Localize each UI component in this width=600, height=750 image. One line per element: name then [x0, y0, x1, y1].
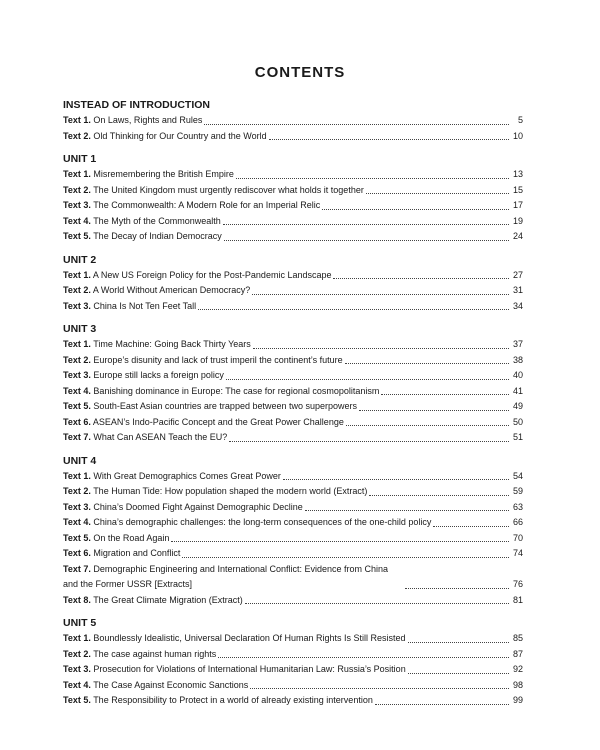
entry-page-number: 27: [512, 269, 523, 280]
entry-number: Text 8.: [63, 594, 91, 605]
dot-leader: [226, 378, 509, 380]
entry-number: Text 7.: [63, 432, 91, 442]
toc-entry[interactable]: [63, 337, 523, 353]
dot-leader: [204, 123, 509, 125]
dot-leader: [198, 308, 509, 310]
entry-page-number: 98: [512, 679, 523, 690]
entry-label: [63, 167, 234, 183]
entry-title: ASEAN’s Indo-Pacific Concept and the Great Power Challenge: [92, 416, 344, 427]
entry-number: Text 3.: [63, 501, 91, 512]
toc-entry[interactable]: [63, 693, 523, 709]
toc-entry[interactable]: [63, 631, 523, 647]
entry-number: Text 2.: [63, 354, 91, 365]
dot-leader: [224, 239, 509, 241]
entry-number: Text 2.: [63, 130, 91, 141]
dot-leader: [253, 347, 509, 349]
entry-title: The Commonwealth: A Modern Role for an Imperial Relic: [93, 200, 321, 210]
entry-number: Text 5.: [63, 401, 91, 411]
entry-title: Europe still lacks a foreign policy: [93, 370, 224, 380]
entry-title: Boundlessly Idealistic, Universal Declaration Of Human Rights Is Still Resisted: [93, 633, 406, 643]
entry-number: Text 1.: [63, 269, 91, 280]
entry-label: [63, 214, 221, 230]
section-heading: UNIT 2: [63, 253, 97, 266]
entry-number: Text 3.: [63, 200, 91, 210]
toc-entry[interactable]: [63, 430, 523, 446]
entry-label: [63, 268, 331, 284]
toc-entry[interactable]: [63, 515, 523, 531]
entry-label: [63, 353, 343, 369]
entry-title: A New US Foreign Policy for the Post-Pandemic Landscape: [92, 269, 332, 280]
entry-title: On Laws, Rights and Rules: [93, 115, 203, 125]
entry-number: Text 5.: [63, 695, 91, 705]
entry-page-number: 63: [512, 501, 523, 512]
toc-section: [63, 98, 523, 144]
entry-page-number: 81: [512, 594, 523, 605]
entry-label: [63, 337, 251, 353]
entry-title: Demographic Engineering and International Conflict: Evidence from China and the Former USSR [Extracts]: [63, 563, 389, 589]
section-heading: UNIT 5: [63, 617, 97, 629]
entry-title: Prosecution for Violations of International Humanitarian Law: Russia’s Position: [93, 664, 406, 674]
entry-page-number: 40: [512, 370, 523, 380]
entry-title: With Great Demographics Comes Great Power: [93, 470, 281, 481]
toc-entry[interactable]: [63, 129, 523, 145]
section-heading: UNIT 1: [63, 153, 97, 165]
entry-page-number: 13: [512, 169, 523, 179]
entry-title: The Myth of the Commonwealth: [93, 215, 221, 226]
entry-label: [63, 183, 364, 199]
entry-page-number: 70: [512, 532, 523, 543]
entry-title: A World Without American Democracy?: [92, 285, 251, 295]
entry-title: The United Kingdom must urgently rediscover what holds it together: [93, 184, 364, 195]
entry-number: Text 2.: [63, 184, 91, 195]
entry-label: [63, 384, 379, 400]
entry-title: Misremembering the British Empire: [93, 169, 234, 179]
entry-number: Text 4.: [63, 215, 91, 226]
entry-title: The Decay of Indian Democracy: [93, 231, 222, 241]
dot-leader: [171, 540, 509, 542]
dot-leader: [366, 192, 509, 194]
entry-title: Banishing dominance in Europe: The case for regional cosmopolitanism: [93, 385, 380, 396]
toc-entry[interactable]: [63, 183, 523, 199]
entry-number: Text 1.: [63, 339, 91, 349]
toc-entry[interactable]: [63, 531, 523, 547]
entry-label: [63, 593, 243, 609]
toc-entry[interactable]: [63, 500, 523, 516]
entry-title: Old Thinking for Our Country and the World: [93, 130, 267, 141]
toc-entry[interactable]: [63, 399, 523, 415]
entry-title: The Responsibility to Protect in a world of already existing intervention: [93, 695, 373, 705]
dot-leader: [433, 525, 509, 527]
section-heading: INSTEAD OF INTRODUCTION: [63, 99, 210, 111]
entry-label: [63, 113, 202, 129]
entry-page-number: 49: [512, 401, 523, 411]
dot-leader: [322, 208, 509, 210]
entry-number: Text 1.: [63, 470, 91, 481]
entry-label: [63, 469, 281, 485]
entry-page-number: 85: [512, 633, 523, 643]
dot-leader: [408, 641, 510, 643]
entry-page-number: 50: [512, 416, 523, 427]
entry-number: Text 4.: [63, 385, 91, 396]
dot-leader: [345, 362, 509, 364]
toc-entry[interactable]: [63, 662, 523, 678]
dot-leader: [229, 440, 509, 442]
table-of-contents: [63, 98, 523, 717]
dot-leader: [346, 424, 509, 426]
entry-label: [63, 678, 248, 694]
toc-entry[interactable]: [63, 167, 523, 183]
toc-entry[interactable]: [63, 229, 523, 245]
entry-page-number: 66: [512, 517, 523, 527]
dot-leader: [375, 703, 509, 705]
entry-number: Text 7.: [63, 563, 91, 574]
toc-entry[interactable]: [63, 283, 523, 299]
dot-leader: [252, 293, 509, 295]
entry-page-number: 34: [512, 300, 523, 311]
entry-title: Time Machine: Going Back Thirty Years: [93, 339, 251, 349]
entry-number: Text 5.: [63, 532, 91, 543]
entry-label: [63, 129, 267, 145]
dot-leader: [218, 656, 509, 658]
entry-label: [63, 229, 222, 245]
entry-title: On the Road Again: [93, 532, 170, 543]
entry-label: [63, 415, 344, 431]
entry-label: [63, 562, 403, 593]
entry-title: The Great Climate Migration (Extract): [93, 594, 243, 605]
entry-number: Text 2.: [63, 285, 91, 295]
toc-entry[interactable]: [63, 546, 523, 562]
toc-entry[interactable]: [63, 353, 523, 369]
entry-label: [63, 430, 227, 446]
toc-entry[interactable]: [63, 469, 523, 485]
entry-number: Text 6.: [63, 416, 91, 427]
entry-page-number: 5: [517, 115, 523, 125]
toc-entry[interactable]: [63, 384, 523, 400]
dot-leader: [223, 223, 509, 225]
entry-page-number: 51: [512, 432, 523, 442]
entry-title: China’s Doomed Fight Against Demographic Decline: [93, 501, 303, 512]
toc-entry[interactable]: [63, 647, 523, 663]
entry-number: Text 6.: [63, 548, 91, 558]
entry-number: Text 1.: [63, 169, 91, 179]
entry-label: [63, 693, 373, 709]
toc-entry[interactable]: [63, 484, 523, 500]
toc-section: [63, 616, 523, 709]
entry-number: Text 5.: [63, 231, 91, 241]
dot-leader: [236, 177, 509, 179]
entry-label: [63, 198, 320, 214]
dot-leader: [369, 494, 509, 496]
entry-label: [63, 647, 216, 663]
section-heading: UNIT 4: [63, 454, 97, 467]
toc-entry[interactable]: [63, 113, 523, 129]
entry-number: Text 3.: [63, 370, 91, 380]
entry-page-number: 87: [512, 648, 523, 659]
dot-leader: [408, 672, 509, 674]
entry-label: [63, 662, 406, 678]
entry-label: [63, 500, 303, 516]
entry-title: The case against human rights: [93, 648, 217, 659]
section-heading: UNIT 3: [63, 323, 97, 335]
entry-page-number: 19: [512, 215, 523, 226]
dot-leader: [333, 277, 509, 279]
dot-leader: [405, 587, 509, 589]
entry-label: [63, 299, 196, 315]
entry-title: Europe’s disunity and lack of trust imperil the continent’s future: [93, 354, 343, 365]
toc-entry[interactable]: [63, 268, 523, 284]
entry-page-number: 15: [512, 184, 523, 195]
toc-section: [63, 152, 523, 245]
entry-page-number: 92: [512, 664, 523, 674]
entry-title: China Is Not Ten Feet Tall: [93, 300, 197, 311]
entry-label: [63, 515, 431, 531]
entry-page-number: 74: [512, 548, 523, 558]
entry-page-number: 59: [512, 486, 523, 496]
dot-leader: [283, 478, 509, 480]
entry-page-number: 41: [512, 385, 523, 396]
entry-page-number: 54: [512, 470, 523, 481]
entry-page-number: 31: [512, 285, 523, 295]
entry-number: Text 3.: [63, 664, 91, 674]
dot-leader: [381, 393, 509, 395]
toc-entry[interactable]: [63, 299, 523, 315]
toc-entry[interactable]: [63, 368, 523, 384]
dot-leader: [250, 687, 509, 689]
toc-entry[interactable]: [63, 678, 523, 694]
dot-leader: [305, 509, 509, 511]
entry-page-number: 76: [512, 579, 523, 589]
entry-title: What Can ASEAN Teach the EU?: [93, 432, 228, 442]
dot-leader: [269, 138, 509, 140]
entry-label: [63, 631, 406, 647]
dot-leader: [359, 409, 509, 411]
page-title: CONTENTS: [254, 64, 346, 81]
entry-page-number: 38: [512, 354, 523, 365]
entry-label: [63, 484, 367, 500]
toc-section: [63, 454, 523, 609]
entry-number: Text 4.: [63, 517, 91, 527]
toc-entry[interactable]: [63, 214, 523, 230]
entry-label: [63, 399, 357, 415]
entry-title: The Human Tide: How population shaped the modern world (Extract): [93, 486, 368, 496]
entry-title: South-East Asian countries are trapped between two superpowers: [93, 401, 358, 411]
entry-number: Text 2.: [63, 648, 91, 659]
toc-entry[interactable]: [63, 415, 523, 431]
entry-number: Text 4.: [63, 679, 91, 690]
entry-label: [63, 546, 180, 562]
toc-section: [63, 322, 523, 446]
toc-entry[interactable]: [63, 198, 523, 214]
entry-number: Text 2.: [63, 486, 91, 496]
entry-number: Text 3.: [63, 300, 91, 311]
toc-entry[interactable]: [63, 593, 523, 609]
entry-label: [63, 368, 224, 384]
entry-title: Migration and Conflict: [93, 548, 181, 558]
toc-entry[interactable]: [63, 562, 523, 593]
entry-page-number: 99: [512, 695, 523, 705]
entry-label: [63, 531, 169, 547]
entry-title: The Case Against Economic Sanctions: [93, 679, 249, 690]
entry-number: Text 1.: [63, 633, 91, 643]
entry-title: China’s demographic challenges: the long-term consequences of the one-child policy: [93, 517, 432, 527]
toc-section: [63, 253, 523, 315]
entry-page-number: 10: [512, 130, 523, 141]
entry-label: [63, 283, 250, 299]
entry-number: Text 1.: [63, 115, 91, 125]
entry-page-number: 24: [512, 231, 523, 241]
entry-page-number: 37: [512, 339, 523, 349]
dot-leader: [245, 602, 509, 604]
dot-leader: [182, 556, 509, 558]
entry-page-number: 17: [512, 200, 523, 210]
